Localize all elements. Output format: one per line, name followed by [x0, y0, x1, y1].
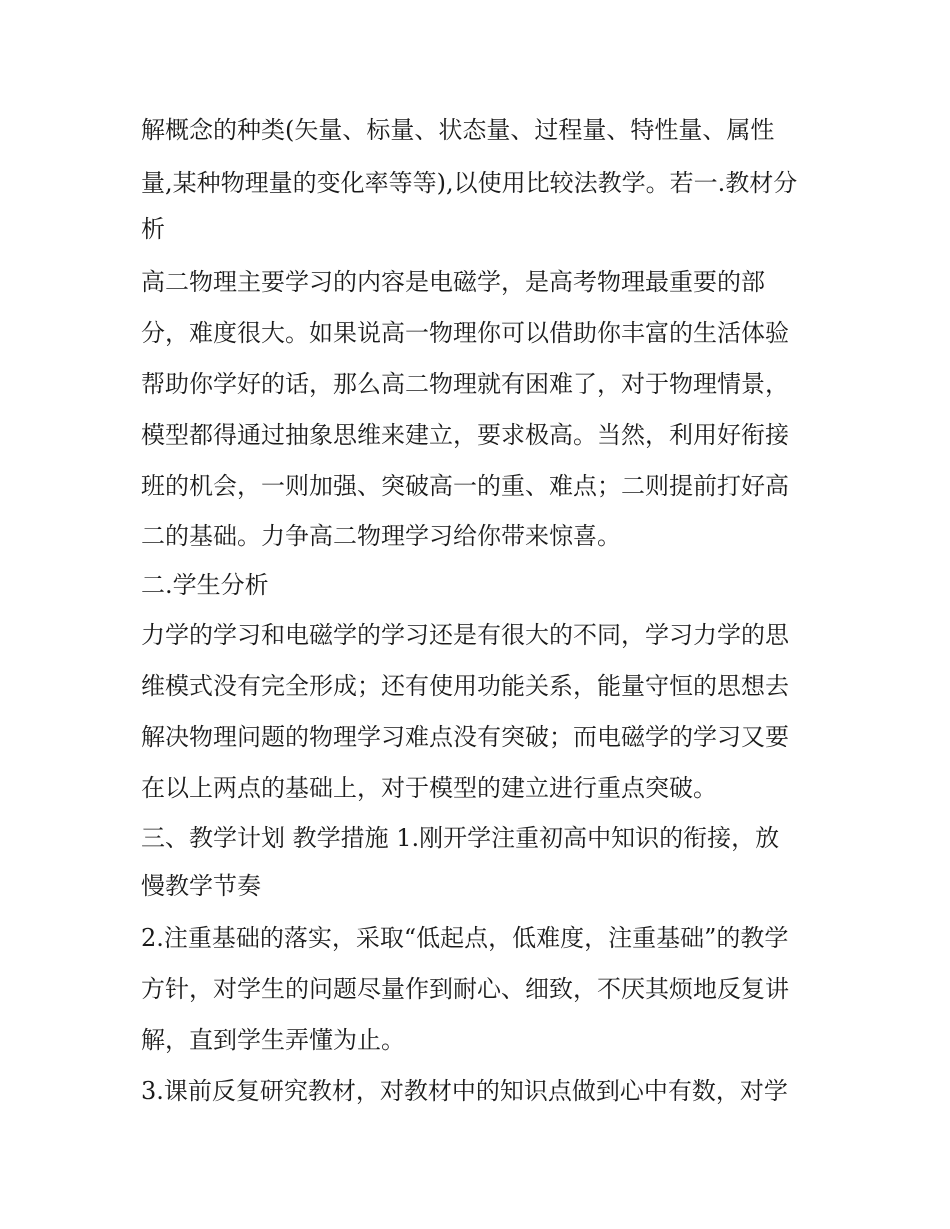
text-line-2: 量,某种物理量的变化率等等),以使用比较法教学。若一.教材分 — [141, 169, 798, 197]
text-line-14: 在以上两点的基础上，对于模型的建立进行重点突破。 — [141, 774, 717, 802]
text-line-15: 三、教学计划 教学措施 1.刚开学注重初高中知识的衔接，放 — [141, 824, 780, 852]
section-heading-student-analysis: 二.学生分析 — [141, 571, 269, 599]
text-line-3: 析 — [141, 215, 165, 243]
text-line-6: 帮助你学好的话，那么高二物理就有困难了，对于物理情景， — [141, 370, 789, 398]
text-line-12: 维模式没有完全形成；还有使用功能关系，能量守恒的思想去 — [141, 672, 789, 700]
text-line-1: 解概念的种类(矢量、标量、状态量、过程量、特性量、属性 — [141, 116, 775, 144]
text-line-18: 方针，对学生的问题尽量作到耐心、细致，不厌其烦地反复讲 — [141, 975, 789, 1003]
text-line-13: 解决物理问题的物理学习难点没有突破；而电磁学的学习又要 — [141, 723, 789, 751]
text-line-9: 二的基础。力争高二物理学习给你带来惊喜。 — [141, 522, 621, 550]
text-line-4: 高二物理主要学习的内容是电磁学，是高考物理最重要的部 — [141, 268, 765, 296]
text-line-19: 解，直到学生弄懂为止。 — [141, 1026, 405, 1054]
text-line-7: 模型都得通过抽象思维来建立，要求极高。当然，利用好衔接 — [141, 421, 789, 449]
text-line-11: 力学的学习和电磁学的学习还是有很大的不同，学习力学的思 — [141, 621, 789, 649]
text-line-16: 慢教学节奏 — [141, 872, 261, 900]
text-line-17: 2.注重基础的落实，采取“低起点，低难度，注重基础”的教学 — [141, 924, 789, 952]
text-line-5: 分，难度很大。如果说高一物理你可以借助你丰富的生活体验 — [141, 319, 789, 347]
text-line-20: 3.课前反复研究教材，对教材中的知识点做到心中有数，对学 — [141, 1077, 788, 1105]
text-line-8: 班的机会，一则加强、突破高一的重、难点；二则提前打好高 — [141, 472, 789, 500]
